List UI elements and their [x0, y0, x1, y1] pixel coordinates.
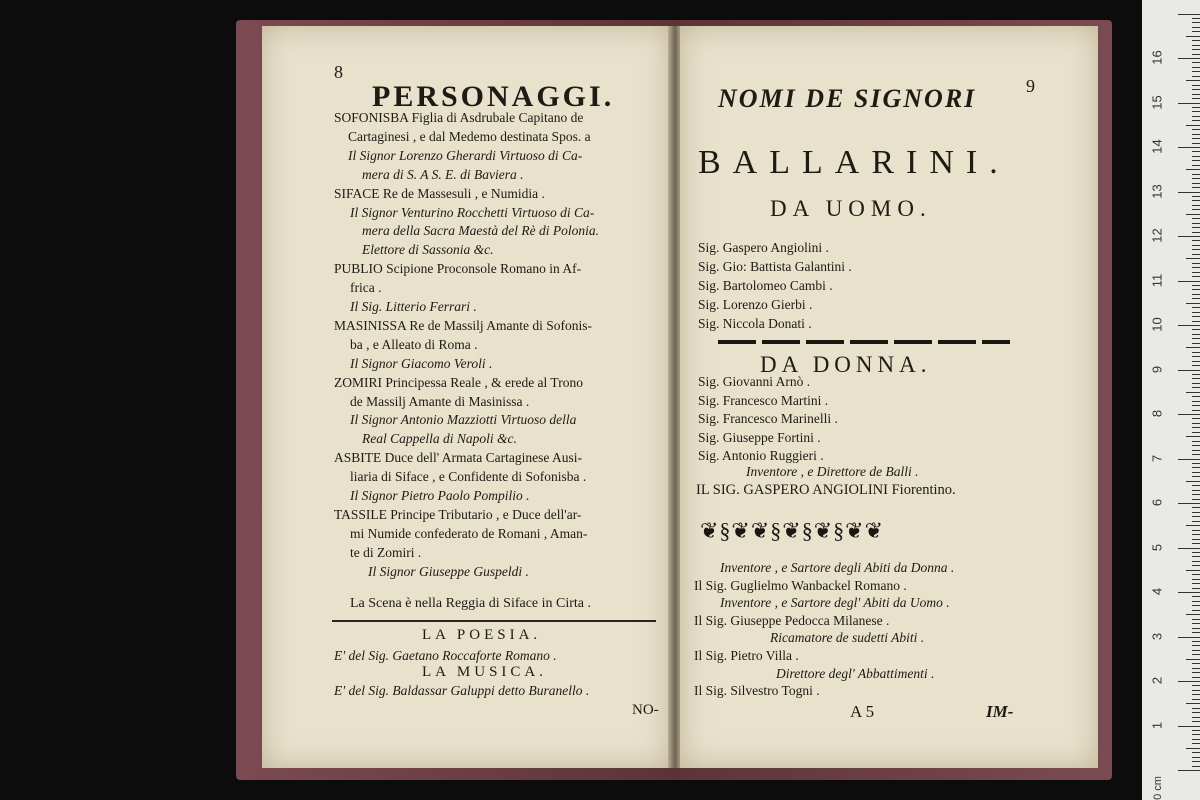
credit-line: Il Sig. Pietro Villa . [694, 648, 799, 663]
ruler-tick [1192, 138, 1200, 139]
ruler-tick [1192, 410, 1200, 411]
ruler-tick [1192, 94, 1200, 95]
ruler-tick [1192, 54, 1200, 55]
ruler-tick [1192, 427, 1200, 428]
ruler-tick [1192, 743, 1200, 744]
cast-line: Il Signor Giacomo Veroli . [350, 355, 493, 371]
cast-line: de Massilj Amante di Masinissa . [350, 393, 530, 409]
cast-line: liaria di Siface , e Confidente di Sofonisba . [350, 469, 587, 485]
cast-line: Cartaginesi , e dal Medemo destinata Spos. a [348, 128, 591, 144]
cast-line: ASBITE Duce dell' Armata Cartaginese Ausi- [334, 450, 582, 466]
male-dancer: Sig. Gaspero Angiolini . [698, 240, 829, 255]
ruler-tick [1192, 356, 1200, 357]
ruler-tick [1192, 111, 1200, 112]
cast-line: frica . [350, 280, 382, 296]
ruler-tick [1192, 383, 1200, 384]
ruler-tick [1178, 325, 1200, 326]
ruler-tick [1192, 734, 1200, 735]
ruler-number: 1 [1149, 721, 1165, 729]
ruler-tick [1178, 147, 1200, 148]
ruler-tick [1186, 614, 1200, 615]
ruler-tick [1192, 27, 1200, 28]
credit-line: Il Sig. Silvestro Togni . [694, 683, 820, 699]
cast-line: mi Numide confederato de Romani , Aman- [350, 525, 588, 541]
cast-line: SIFACE Re de Massesuli , e Numidia . [334, 185, 545, 201]
ruler-tick [1192, 45, 1200, 46]
ruler-tick [1186, 703, 1200, 704]
ruler-tick [1192, 717, 1200, 718]
male-dancer: Sig. Lorenzo Gierbi . [698, 297, 813, 312]
ruler-tick [1192, 450, 1200, 451]
ruler-number: 14 [1149, 139, 1165, 154]
cast-line: Il Signor Antonio Mazziotti Virtuoso della [350, 412, 577, 428]
ruler-tick [1192, 668, 1200, 669]
male-dancer: Sig. Gio: Battista Galantini . [698, 259, 852, 274]
ruler-tick [1192, 200, 1200, 201]
ruler-tick [1192, 401, 1200, 402]
ruler-tick [1192, 116, 1200, 117]
divider-rule [332, 620, 656, 622]
ruler-tick [1192, 467, 1200, 468]
ruler-tick [1192, 329, 1200, 330]
ruler-tick [1192, 605, 1200, 606]
ruler-tick [1178, 236, 1200, 237]
ruler-tick [1192, 143, 1200, 144]
ruler-tick [1192, 196, 1200, 197]
ruler-tick [1178, 103, 1200, 104]
ruler-tick [1186, 214, 1200, 215]
credit-line: Il Sig. Guglielmo Wanbackel Romano . [694, 577, 907, 593]
ruler-number: 8 [1149, 409, 1165, 418]
ruler-tick [1192, 227, 1200, 228]
ruler-number: 3 [1149, 632, 1165, 640]
ruler-tick [1192, 338, 1200, 339]
female-dancer: Sig. Francesco Martini . [698, 392, 829, 408]
ruler-tick [1192, 476, 1200, 477]
ruler-tick [1192, 530, 1200, 531]
ruler-number: 2 [1149, 676, 1165, 685]
ruler-tick [1186, 570, 1200, 571]
ruler-tick [1192, 334, 1200, 335]
ruler-tick [1192, 31, 1200, 32]
ruler-number: 6 [1149, 498, 1165, 507]
ruler-tick [1178, 770, 1200, 771]
ruler-tick [1192, 432, 1200, 433]
ruler-tick [1186, 303, 1200, 304]
ruler-tick [1192, 654, 1200, 655]
ruler-tick [1192, 596, 1200, 597]
ruler-tick [1192, 365, 1200, 366]
ruler-tick [1192, 685, 1200, 686]
ruler-tick [1178, 370, 1200, 371]
ruler-tick [1192, 601, 1200, 602]
ruler-tick [1192, 174, 1200, 175]
ruler-tick [1192, 232, 1200, 233]
ruler-tick [1192, 454, 1200, 455]
ruler-tick [1192, 321, 1200, 322]
ruler-tick [1186, 481, 1200, 482]
ruler-tick [1186, 258, 1200, 259]
ruler-tick [1192, 352, 1200, 353]
ruler-tick [1192, 628, 1200, 629]
inventore-balli: Inventore , e Direttore de Balli . [746, 464, 919, 479]
cast-line: SOFONISBA Figlia di Asdrubale Capitano de [334, 110, 584, 125]
ruler-tick [1192, 129, 1200, 130]
ruler-tick [1192, 463, 1200, 464]
ruler-tick [1178, 281, 1200, 282]
measuring-ruler [1142, 0, 1200, 800]
ruler-tick [1192, 712, 1200, 713]
credit-line: Inventore , e Sartore degli Abiti da Donna . [720, 560, 955, 575]
right-page [680, 26, 1098, 768]
musica-author: E' del Sig. Baldassar Galuppi detto Buranello . [334, 683, 590, 698]
ruler-tick [1192, 645, 1200, 646]
ruler-tick [1192, 650, 1200, 651]
ruler-tick [1192, 134, 1200, 135]
ruler-tick [1178, 637, 1200, 638]
ruler-tick [1192, 22, 1200, 23]
male-dancer: Sig. Bartolomeo Cambi . [698, 278, 833, 293]
credit-line: Il Sig. Giuseppe Pedocca Milanese . [694, 612, 890, 628]
ruler-tick [1192, 298, 1200, 299]
ruler-tick [1192, 249, 1200, 250]
ruler-tick [1192, 499, 1200, 500]
title-ballarini: BALLARINI. [698, 144, 1010, 181]
ruler-tick [1192, 40, 1200, 41]
ruler-tick [1192, 490, 1200, 491]
ruler-tick [1192, 494, 1200, 495]
ruler-tick [1192, 267, 1200, 268]
female-dancer: Sig. Giuseppe Fortini . [698, 429, 821, 445]
ruler-tick [1192, 276, 1200, 277]
ruler-tick [1192, 565, 1200, 566]
catchword: IM- [986, 702, 1014, 721]
ruler-tick [1192, 240, 1200, 241]
cast-line: Il Signor Giuseppe Guspeldi . [368, 563, 529, 579]
ruler-tick [1192, 312, 1200, 313]
ruler-tick [1192, 588, 1200, 589]
ruler-tick [1192, 472, 1200, 473]
cast-line: Il Signor Lorenzo Gherardi Virtuoso di Ca- [348, 147, 583, 163]
cast-line: Il Signor Pietro Paolo Pompilio . [350, 488, 530, 503]
ruler-tick [1192, 583, 1200, 584]
cast-line: mera della Sacra Maestà del Rè di Polonia. [362, 223, 599, 239]
ruler-tick [1192, 663, 1200, 664]
ruler-tick [1192, 272, 1200, 273]
ruler-tick [1192, 521, 1200, 522]
ruler-tick [1192, 151, 1200, 152]
ruler-tick [1186, 525, 1200, 526]
ruler-tick [1178, 459, 1200, 460]
ruler-tick [1192, 285, 1200, 286]
ruler-tick [1192, 289, 1200, 290]
ruler-tick [1192, 730, 1200, 731]
scene-note: La Scena è nella Reggia di Siface in Cirta . [350, 596, 592, 611]
ruler-number: 7 [1149, 454, 1165, 462]
ruler-tick [1192, 539, 1200, 540]
title-nomi-de-signori: NOMI DE SIGNORI [718, 84, 977, 113]
ruler-tick [1192, 766, 1200, 767]
ruler-tick [1186, 125, 1200, 126]
ruler-tick [1192, 294, 1200, 295]
left-page [262, 26, 670, 768]
cast-line: ZOMIRI Principessa Reale , & erede al Trono [334, 374, 583, 390]
ruler-number: 16 [1149, 50, 1165, 65]
ruler-tick [1192, 245, 1200, 246]
cast-line: Elettore di Sassonia &c. [362, 242, 494, 258]
ruler-tick [1192, 641, 1200, 642]
ruler-tick [1192, 71, 1200, 72]
ruler-tick [1178, 681, 1200, 682]
ruler-tick [1192, 699, 1200, 700]
ruler-tick [1192, 85, 1200, 86]
ruler-number: 10 [1149, 317, 1165, 332]
ruler-tick [1186, 436, 1200, 437]
ruler-tick [1192, 677, 1200, 678]
ruler-tick [1178, 548, 1200, 549]
ruler-tick [1192, 209, 1200, 210]
cast-line: mera di S. A S. E. di Baviera . [362, 166, 524, 182]
ruler-tick [1192, 254, 1200, 255]
ruler-tick [1186, 169, 1200, 170]
ruler-tick [1192, 107, 1200, 108]
ruler-tick [1178, 58, 1200, 59]
credit-line: Inventore , e Sartore degl' Abiti da Uomo . [720, 595, 950, 611]
ruler-tick [1192, 67, 1200, 68]
ruler-tick [1192, 160, 1200, 161]
ruler-tick [1192, 156, 1200, 157]
ruler-tick [1192, 89, 1200, 90]
ruler-tick [1192, 574, 1200, 575]
ruler-tick [1192, 18, 1200, 19]
cast-line: te di Zomiri . [350, 544, 422, 560]
dashed-divider [718, 340, 1010, 344]
ruler-number: 13 [1149, 183, 1165, 199]
ruler-number: 5 [1149, 543, 1165, 551]
male-dancer: Sig. Niccola Donati . [698, 316, 812, 331]
ruler-tick [1192, 263, 1200, 264]
heading-personaggi: PERSONAGGI. [372, 80, 615, 113]
ruler-tick [1192, 757, 1200, 758]
ruler-tick [1192, 374, 1200, 375]
ruler-tick [1192, 405, 1200, 406]
signature-mark: A 5 [850, 702, 875, 721]
ruler-tick [1192, 739, 1200, 740]
ruler-tick [1192, 623, 1200, 624]
cast-line: ba , e Alleato di Roma . [350, 336, 478, 352]
ruler-tick [1192, 205, 1200, 206]
ruler-tick [1192, 183, 1200, 184]
female-dancer: Sig. Giovanni Arnò . [698, 374, 811, 389]
ruler-tick [1192, 672, 1200, 673]
ruler-number: 9 [1149, 365, 1165, 373]
ruler-tick [1192, 218, 1200, 219]
ruler-tick [1192, 165, 1200, 166]
ruler-tick [1192, 610, 1200, 611]
ruler-tick [1192, 343, 1200, 344]
ruler-tick [1186, 659, 1200, 660]
ruler-tick [1192, 552, 1200, 553]
poesia-author: E' del Sig. Gaetano Roccaforte Romano . [334, 648, 557, 663]
ruler-tick [1192, 556, 1200, 557]
ruler-tick [1192, 49, 1200, 50]
ruler-tick [1192, 62, 1200, 63]
ruler-tick [1186, 748, 1200, 749]
ruler-tick [1178, 192, 1200, 193]
ruler-tick [1192, 761, 1200, 762]
ruler-tick [1178, 503, 1200, 504]
ruler-tick [1192, 632, 1200, 633]
ruler-number: 4 [1149, 587, 1165, 596]
ruler-tick [1192, 543, 1200, 544]
cast-line: PUBLIO Scipione Proconsole Romano in Af- [334, 261, 582, 277]
ruler-tick [1192, 441, 1200, 442]
cast-line: MASINISSA Re de Massilj Amante di Sofonis- [334, 317, 593, 333]
ruler-number: 11 [1149, 273, 1165, 287]
female-dancer: Sig. Antonio Ruggieri . [698, 448, 824, 463]
ruler-tick [1178, 726, 1200, 727]
heading-da-uomo: DA UOMO. [770, 196, 932, 221]
ruler-tick [1192, 316, 1200, 317]
musica-heading: LA MUSICA. [422, 664, 548, 680]
ruler-tick [1192, 98, 1200, 99]
ruler-tick [1192, 187, 1200, 188]
cast-line: Real Cappella di Napoli &c. [362, 431, 517, 447]
ruler-tick [1186, 392, 1200, 393]
heading-da-donna: DA DONNA. [760, 352, 932, 377]
cast-line: Il Signor Venturino Rocchetti Virtuoso di Ca- [350, 204, 595, 220]
ruler-tick [1192, 378, 1200, 379]
ruler-tick [1178, 414, 1200, 415]
ruler-tick [1192, 619, 1200, 620]
ruler-tick [1192, 445, 1200, 446]
ruler-tick [1192, 561, 1200, 562]
ruler-tick [1192, 485, 1200, 486]
ruler-tick [1192, 516, 1200, 517]
ruler-tick [1192, 120, 1200, 121]
female-dancer: Sig. Francesco Marinelli . [698, 411, 838, 426]
ruler-tick [1192, 507, 1200, 508]
ruler-tick [1192, 423, 1200, 424]
credit-line: Ricamatore de sudetti Abiti . [770, 630, 925, 646]
ruler-tick [1192, 690, 1200, 691]
ruler-tick [1192, 223, 1200, 224]
ruler-number: 12 [1149, 228, 1165, 243]
ruler-tick [1192, 361, 1200, 362]
ruler-tick [1192, 76, 1200, 77]
ruler-tick [1192, 579, 1200, 580]
ruler-tick [1192, 418, 1200, 419]
cast-line: TASSILE Principe Tributario , e Duce dell'ar- [334, 506, 582, 522]
ruler-tick [1192, 396, 1200, 397]
angiolini-credit: IL SIG. GASPERO ANGIOLINI Fiorentino. [696, 482, 956, 498]
ruler-tick [1192, 534, 1200, 535]
catchword: NO- [632, 702, 659, 718]
ruler-tick [1192, 694, 1200, 695]
ruler-tick [1178, 14, 1200, 15]
ruler-tick [1192, 387, 1200, 388]
ruler-tick [1192, 178, 1200, 179]
ruler-tick [1192, 721, 1200, 722]
page-number: 8 [334, 62, 343, 82]
ornament-band: ❦§❦❦§❦§❦§❦❦ [700, 518, 885, 543]
cast-line: Il Sig. Litterio Ferrari . [350, 299, 477, 314]
ruler-tick [1192, 752, 1200, 753]
poesia-heading: LA POESIA. [422, 627, 542, 643]
ruler-tick [1178, 592, 1200, 593]
ruler-tick [1186, 80, 1200, 81]
ruler-tick [1186, 347, 1200, 348]
ruler-tick [1192, 708, 1200, 709]
ruler-tick [1192, 307, 1200, 308]
credit-line: Direttore degl' Abbattimenti . [776, 665, 935, 681]
ruler-unit: 0 cm [1151, 776, 1164, 800]
ruler-tick [1192, 512, 1200, 513]
ruler-tick [1186, 36, 1200, 37]
page-number: 9 [1026, 76, 1035, 96]
ruler-number: 15 [1149, 94, 1165, 110]
